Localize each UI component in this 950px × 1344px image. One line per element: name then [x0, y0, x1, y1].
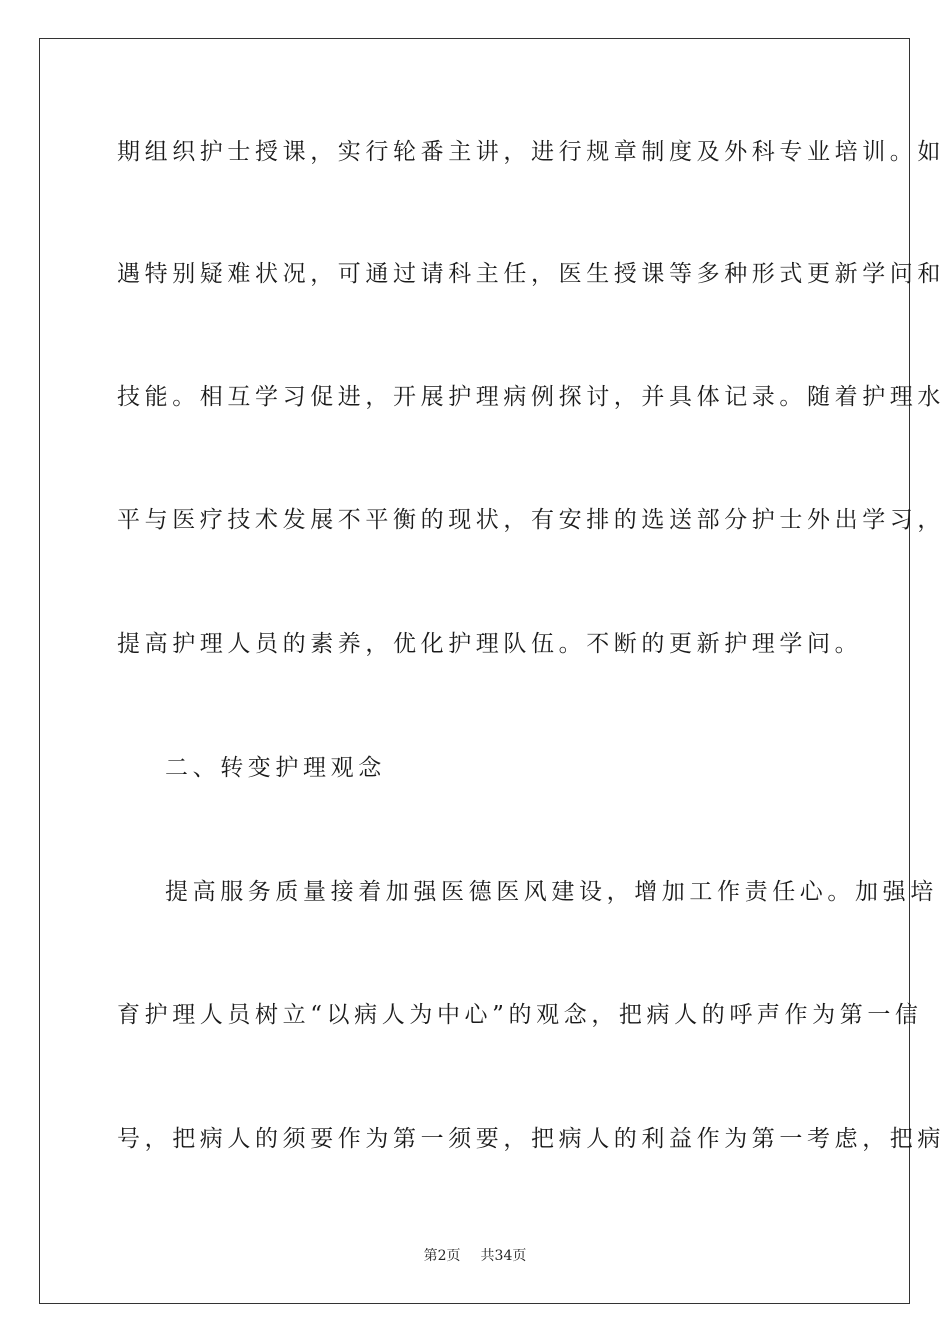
- page-number: 第2页: [423, 1248, 461, 1264]
- body-text-line-7: 育护理人员树立“以病人为中心”的观念，把病人的呼声作为第一信: [117, 1002, 923, 1028]
- page-border: [39, 38, 945, 1304]
- body-text-line-5: 提高护理人员的素养，优化护理队伍。不断的更新护理学问。: [117, 631, 863, 657]
- page-footer: [0, 1247, 950, 1265]
- body-text-line-4: 平与医疗技术发展不平衡的现状，有安排的选送部分护士外出学习，: [117, 507, 945, 533]
- section-heading: 二、转变护理观念: [165, 755, 386, 781]
- body-text-line-8: 号，把病人的须要作为第一须要，把病人的利益作为第一考虑，把病: [117, 1126, 945, 1152]
- body-text-line-6: 提高服务质量接着加强医德医风建设，增加工作责任心。加强培: [165, 879, 938, 905]
- body-text-line-2: 遇特别疑难状况，可通过请科主任，医生授课等多种形式更新学问和: [117, 261, 945, 287]
- page-total: 共34页: [480, 1248, 527, 1264]
- body-text-line-3: 技能。相互学习促进，开展护理病例探讨，并具体记录。随着护理水: [117, 384, 945, 410]
- body-text-line-1: 期组织护士授课，实行轮番主讲，进行规章制度及外科专业培训。如: [117, 139, 945, 165]
